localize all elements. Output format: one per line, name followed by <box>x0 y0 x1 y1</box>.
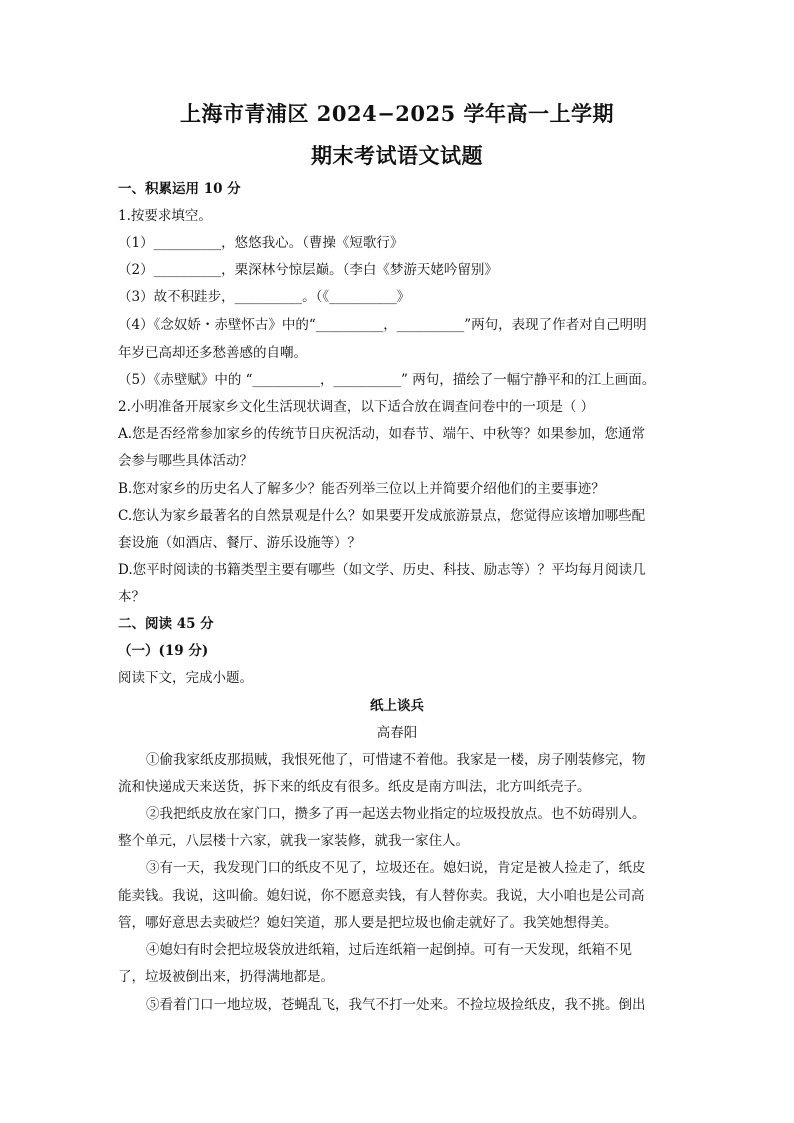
section1-heading: 一、积累运用 10 分 <box>118 181 241 197</box>
q1-item: （4）《念奴娇・赤壁怀古》中的“__________，__________”两句，表现了作者对自己明明 <box>118 317 647 333</box>
q1-item: （2）__________，栗深林兮惊层巅。（李白《梦游天姥吟留别》 <box>118 262 498 278</box>
q2-option: C.您认为家乡最著名的自然景观是什么？如果要开发成旅游景点，您觉得应该增加哪些配 <box>118 508 646 524</box>
article-paragraph-line: ①偷我家纸皮那损贼，我恨死他了，可惜逮不着他。我家是一楼，房子刚装修完，物 <box>146 752 646 768</box>
q2-option: B.您对家乡的历史名人了解多少？能否列举三位以上并简要介绍他们的主要事迹？ <box>118 481 605 497</box>
q2-prompt: 2.小明准备开展家乡文化生活现状调查，以下适合放在调查问卷中的一项是（ ） <box>118 399 595 415</box>
article-paragraph-line: ②我把纸皮放在家门口，攒多了再一起送去物业指定的垃圾投放点。也不妨碍别人。 <box>146 806 646 822</box>
q1-item: （5）《赤壁赋》中的 “__________，__________” 两句，描绘了一幅宁静平和的江上画面。 <box>118 372 656 388</box>
q2-option: 会参与哪些具体活动？ <box>118 453 253 469</box>
article-paragraph-line: 流和快递成天来送货，拆下来的纸皮有很多。纸皮是南方叫法，北方叫纸壳子。 <box>118 779 591 795</box>
article-author: 高春阳 <box>376 725 418 741</box>
reading-instruction: 阅读下文，完成小题。 <box>118 670 253 686</box>
q2-option: 套设施（如酒店、餐厅、游乐设施等）？ <box>118 535 361 551</box>
q1-item: （3）故不积跬步，__________。（《__________》 <box>118 289 411 305</box>
section2-heading: 二、阅读 45 分 <box>118 616 214 632</box>
article-paragraph-line: ⑤看着门口一地垃圾，苍蝇乱飞，我气不打一处来。不捡垃圾捡纸皮，我不挑。倒出 <box>146 997 646 1013</box>
q1-item: （1）__________，悠悠我心。（曹操《短歌行》 <box>118 235 404 251</box>
exam-title-line2: 期末考试语文试题 <box>311 143 483 168</box>
q1-item: 年岁已高却还多愁善感的自嘲。 <box>118 345 307 361</box>
article-paragraph-line: 整个单元，八层楼十六家，就我一家装修，就我一家住人。 <box>118 833 469 849</box>
q2-option: 本？ <box>118 589 145 605</box>
section2-subheading: （一）(19 分) <box>118 643 209 659</box>
article-paragraph-line: 了，垃圾被倒出来，扔得满地都是。 <box>118 969 334 985</box>
article-paragraph-line: ③有一天，我发现门口的纸皮不见了，垃圾还在。媳妇说，肯定是被人捡走了，纸皮 <box>146 860 646 876</box>
article-paragraph-line: ④媳妇有时会把垃圾袋放进纸箱，过后连纸箱一起倒掉。可有一天发现，纸箱不见 <box>146 942 632 958</box>
article-title: 纸上谈兵 <box>370 698 424 714</box>
q2-option: A.您是否经常参加家乡的传统节日庆祝活动，如春节、端午、中秋等？如果参加，您通常 <box>118 426 646 442</box>
exam-title-line1: 上海市青浦区 2024−2025 学年高一上学期 <box>179 101 615 126</box>
q2-option: D.您平时阅读的书籍类型主要有哪些（如文学、历史、科技、励志等）？平均每月阅读几 <box>118 562 646 578</box>
article-paragraph-line: 管，哪好意思去卖破烂？媳妇笑道，那人要是把垃圾也偷走就好了。我笑她想得美。 <box>118 915 618 931</box>
q1-prompt: 1.按要求填空。 <box>118 208 212 224</box>
article-paragraph-line: 能卖钱。我说，这叫偷。媳妇说，你不愿意卖钱，有人替你卖。我说，大小咱也是公司高 <box>118 888 645 904</box>
